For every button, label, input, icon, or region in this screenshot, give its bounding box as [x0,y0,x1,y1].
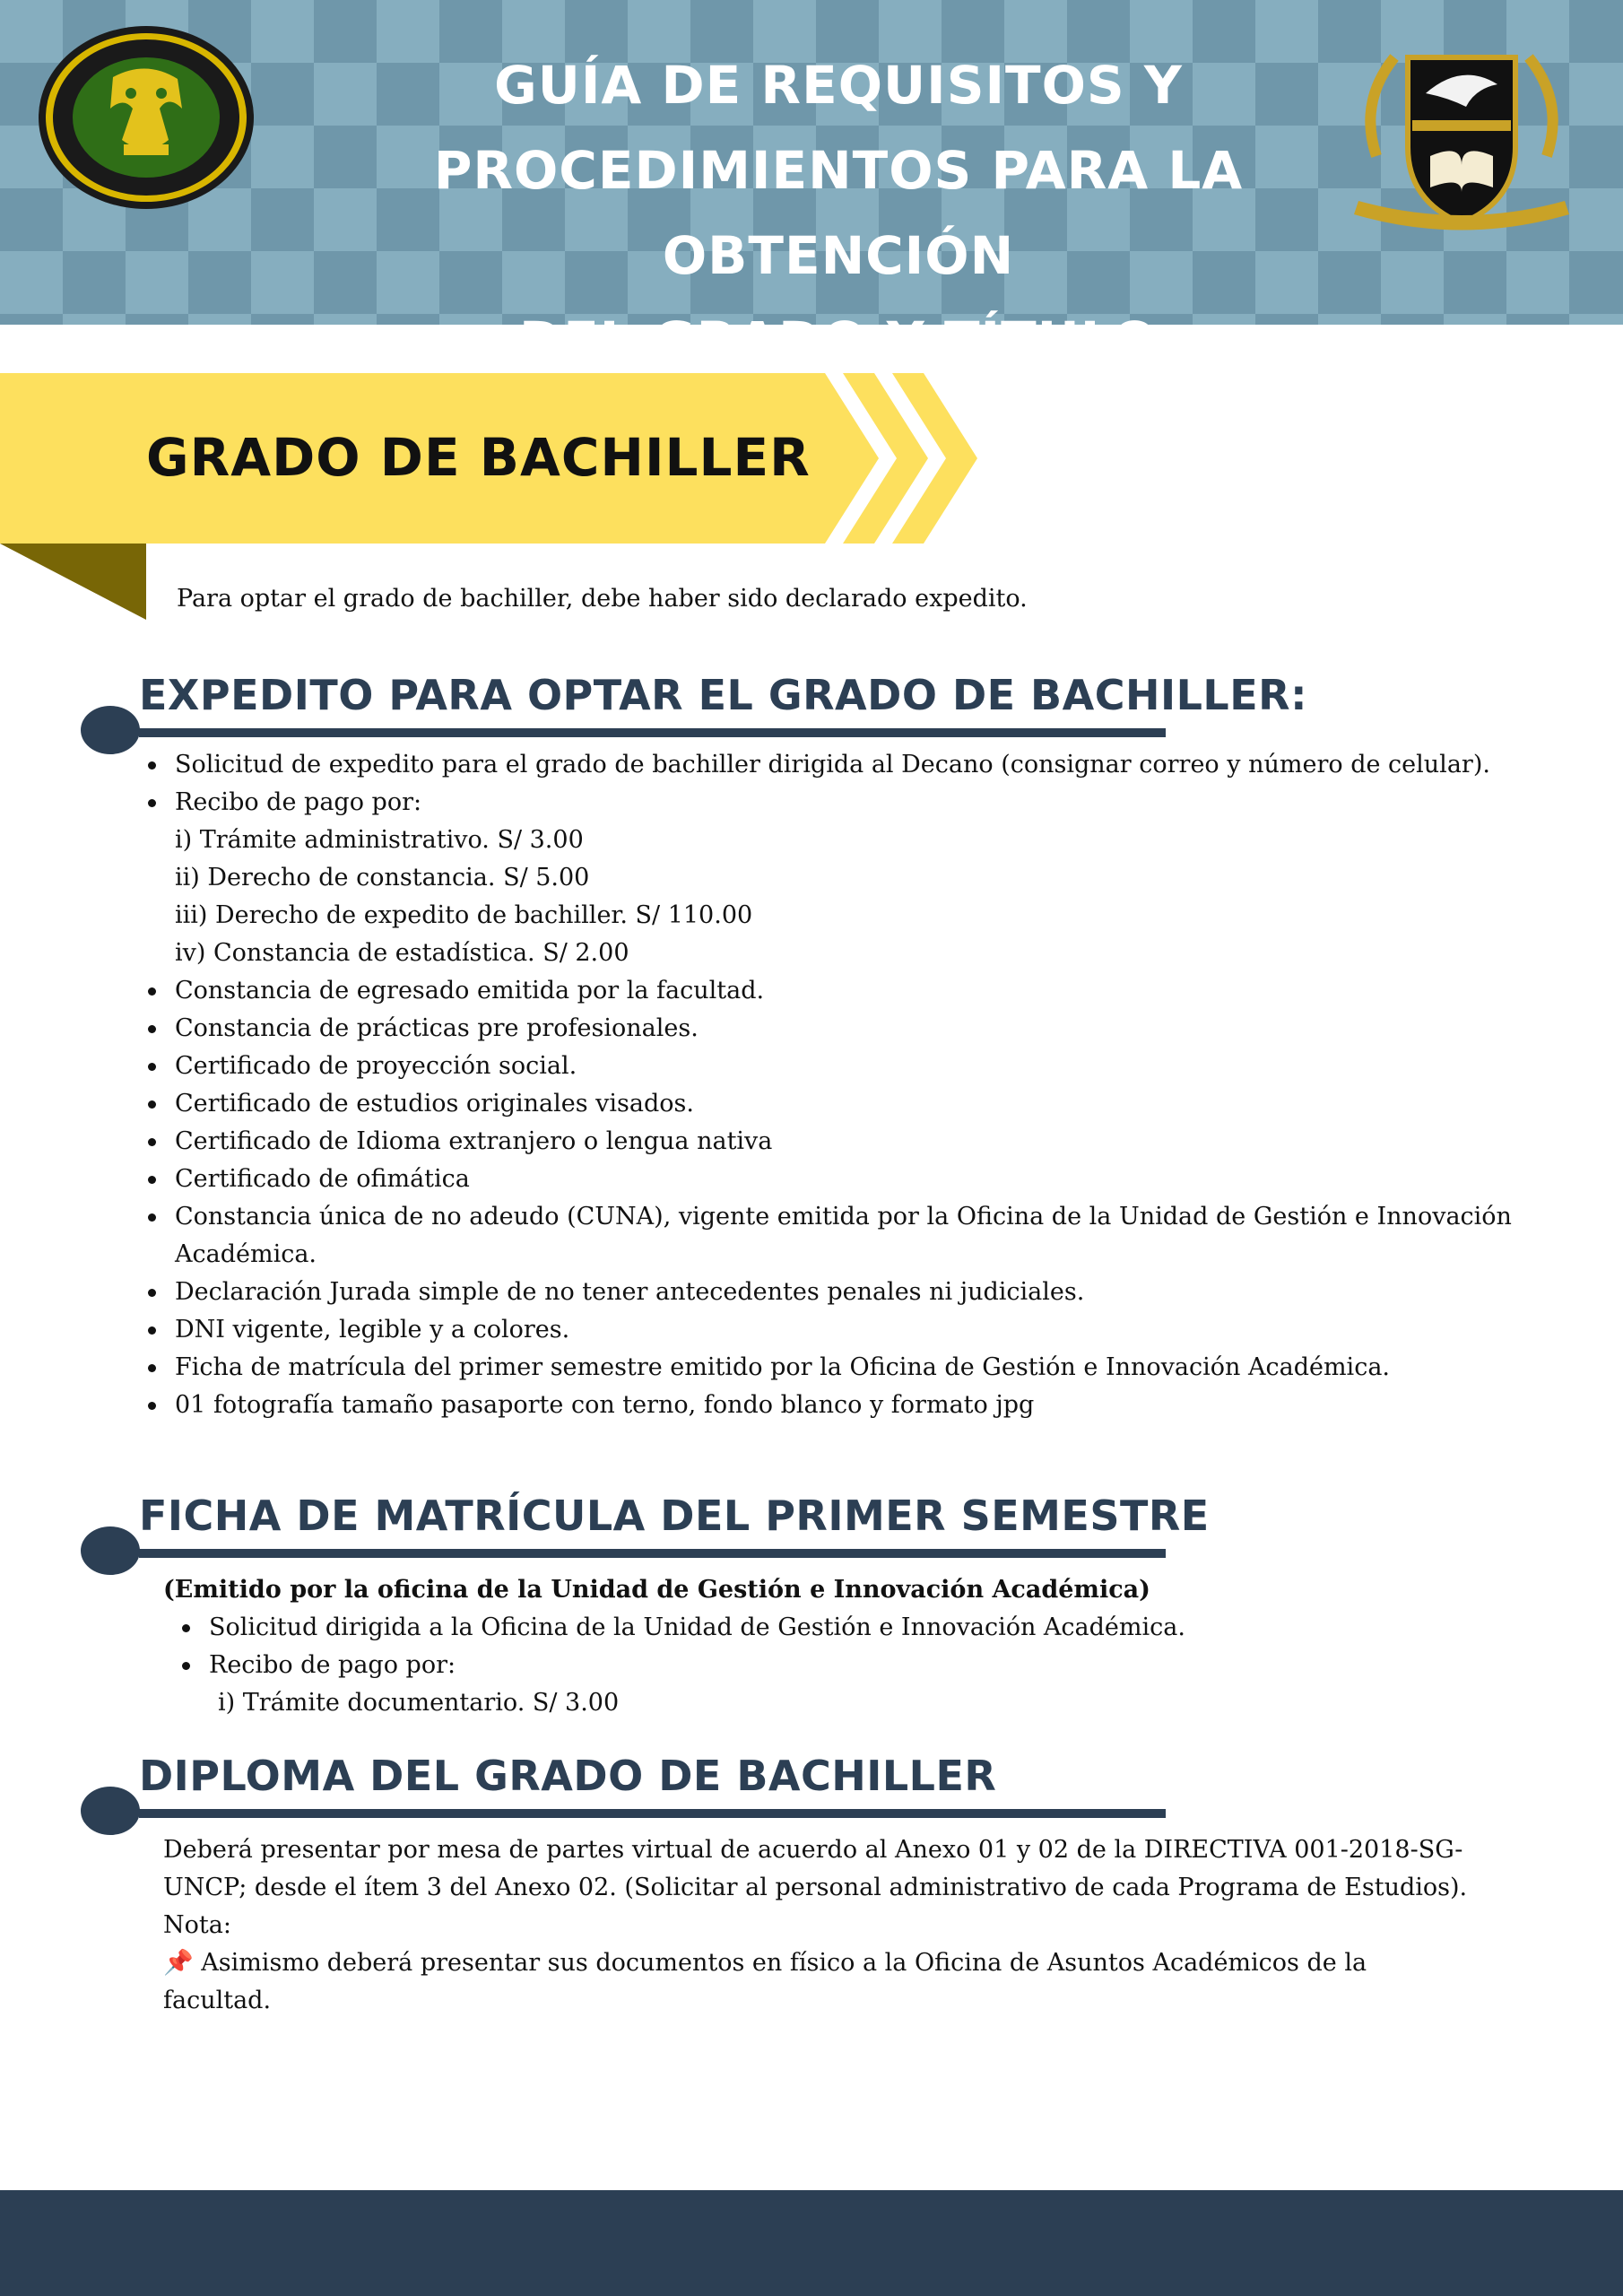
list-item: Declaración Jurada simple de no tener antecedentes penales ni judiciales. [143,1274,1512,1311]
list-item: Ficha de matrícula del primer semestre emitido por la Oficina de Gestión e Innovación Académica. [143,1349,1512,1387]
section-1-title: EXPEDITO PARA OPTAR EL GRADO DE BACHILLER: [139,671,1307,719]
list-item: Constancia de egresado emitida por la facultad. [143,972,1512,1010]
education-crest-logo [1341,22,1583,246]
pin-note-text: Asimismo deberá presentar sus documentos en físico a la Oficina de Asuntos Académicos de la facultad. [163,1949,1367,2014]
list-sub-item: i) Trámite documentario. S/ 3.00 [218,1689,620,1717]
paragraph-line: Deberá presentar por mesa de partes virtual de acuerdo al Anexo 01 y 02 de la DIRECTIVA 001-2018-SG- [163,1836,1463,1864]
page-title-line-1: GUÍA DE REQUISITOS Y [494,55,1183,116]
list-item-continuation: Académica. [175,1240,317,1268]
section-3-paragraph [163,1831,1472,2020]
section-2-title: FICHA DE MATRÍCULA DEL PRIMER SEMESTRE [139,1492,1210,1540]
list-item: Constancia de prácticas pre profesionales. [143,1010,1512,1048]
page-title-line-3: DEL GRADO Y TÍTULO [519,310,1158,371]
section-1-rule [139,728,1166,737]
page-header [0,0,1623,371]
banner-fold [0,544,146,620]
banner-title: GRADO DE BACHILLER [146,427,811,488]
banner-intro-text: Para optar el grado de bachiller, debe haber sido declarado expedito. [177,585,1028,613]
section-2-list [178,1609,1185,1722]
list-item: DNI vigente, legible y a colores. [143,1311,1512,1349]
pin-note [163,1944,1472,2020]
list-item: Constancia única de no adeudo (CUNA), vigente emitida por la Oficina de la Unidad de Gestión e Innovación [143,1198,1512,1236]
list-item: Recibo de pago por: [143,784,1512,822]
page-footer [0,2190,1623,2296]
list-item: Certificado de ofimática [143,1161,1512,1198]
section-1-marker [81,706,140,754]
paragraph-line: Nota: [163,1911,231,1939]
paragraph-line: UNCP; desde el ítem 3 del Anexo 02. (Solicitar al personal administrativo de cada Programa de Estudios). [163,1874,1468,1901]
list-item: Solicitud de expedito para el grado de bachiller dirigida al Decano (consignar correo y número de celular). [143,746,1512,784]
list-item: Solicitud dirigida a la Oficina de la Unidad de Gestión e Innovación Académica. [178,1609,1185,1647]
list-sub-item: iii) Derecho de expedito de bachiller. S/ 110.00 [175,901,753,929]
list-item: 01 fotografía tamaño pasaporte con terno, fondo blanco y formato jpg [143,1387,1512,1424]
section-1-list [143,746,1512,1424]
list-item: Certificado de proyección social. [143,1048,1512,1085]
page-title [341,43,1336,384]
list-item: Certificado de Idioma extranjero o lengua nativa [143,1123,1512,1161]
list-sub-item: i) Trámite administrativo. S/ 3.00 [175,826,584,854]
section-3-marker [81,1787,140,1835]
pushpin-icon: 📌 [163,1949,194,1977]
page-title-line-2: PROCEDIMIENTOS PARA LA OBTENCIÓN [433,140,1244,286]
list-item: Recibo de pago por: [178,1647,1185,1684]
section-3-rule [139,1809,1166,1818]
list-sub-item: ii) Derecho de constancia. S/ 5.00 [175,864,590,891]
university-seal-logo [34,23,258,212]
section-2-note: (Emitido por la oficina de la Unidad de Gestión e Innovación Académica) [163,1576,1150,1604]
section-2-rule [139,1549,1166,1558]
list-item: Certificado de estudios originales visados. [143,1085,1512,1123]
section-3-title: DIPLOMA DEL GRADO DE BACHILLER [139,1752,997,1800]
list-sub-item: iv) Constancia de estadística. S/ 2.00 [175,939,629,967]
section-2-marker [81,1526,140,1575]
